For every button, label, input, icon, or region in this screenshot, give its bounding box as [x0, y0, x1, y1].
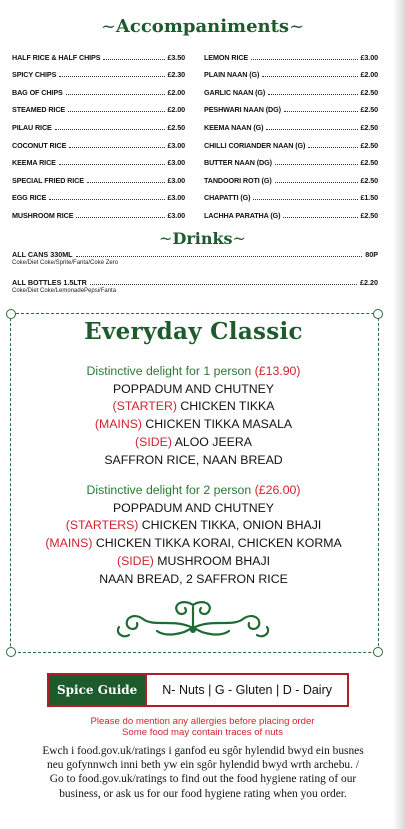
leader-dots — [69, 147, 164, 148]
drink-price: £2.20 — [360, 278, 378, 287]
set-menu-two-person — [10, 482, 377, 588]
course-tag: (MAINS) — [94, 417, 142, 432]
drink-item — [12, 250, 378, 266]
menu-item — [12, 79, 185, 97]
menu-item-price: £2.50 — [360, 158, 378, 168]
menu-item-name: STEAMED RICE — [12, 105, 66, 115]
set-menu-line — [10, 434, 377, 452]
drink-options: Coke/Diet Coke/Sprite/Fanta/Coke Zero — [12, 260, 119, 266]
leader-dots — [284, 111, 358, 112]
leader-dots — [251, 59, 357, 60]
drink-options: Coke/Diet Coke/LemonadePepsi/Fanta — [12, 288, 117, 294]
accompaniments-right-column — [204, 44, 378, 220]
menu-item-name: HALF RICE & HALF CHIPS — [12, 52, 101, 62]
menu-item — [12, 97, 185, 115]
set-menu-line — [10, 517, 377, 535]
menu-item — [12, 62, 185, 80]
set-menu-line — [10, 571, 377, 589]
set-menu-line — [10, 381, 377, 399]
menu-item — [12, 114, 185, 132]
set-menu-price: (£13.90) — [254, 364, 301, 378]
menu-item-name: CHILLI CORIANDER NAAN (G) — [204, 140, 306, 150]
dish-text: NAAN BREAD, 2 SAFFRON RICE — [99, 571, 288, 586]
menu-item-name: COCONUT RICE — [12, 140, 67, 150]
course-tag: (MAINS) — [45, 536, 93, 551]
corner-ornament-icon — [373, 647, 383, 657]
set-menu-line — [10, 398, 377, 416]
leader-dots — [76, 217, 164, 218]
menu-item — [204, 150, 378, 168]
menu-item-name: LEMON RICE — [204, 52, 249, 62]
accompaniments-left-column — [12, 44, 185, 220]
menu-item-price: £2.00 — [167, 105, 185, 115]
dish-text: CHICKEN TIKKA MASALA — [145, 417, 293, 432]
leader-dots — [268, 94, 357, 95]
menu-item-name: PESHWARI NAAN (DG) — [204, 105, 281, 115]
leader-dots — [59, 76, 164, 77]
menu-item — [12, 132, 185, 150]
leader-dots — [308, 147, 357, 148]
menu-item — [12, 202, 185, 220]
menu-item-name: MUSHROOM RICE — [12, 210, 74, 220]
menu-item-price: £3.00 — [167, 210, 185, 220]
menu-item — [204, 62, 378, 80]
course-tag: (STARTERS) — [65, 518, 139, 533]
menu-item-price: £3.00 — [360, 52, 378, 62]
menu-item-name: TANDOORI ROTI (G) — [204, 175, 272, 185]
food-hygiene-notice: Ewch i food.gov.uk/ratings i ganfod eu sgôr hylendid bwyd ein busnes neu gofynnwch inni beth yw ein sgôr hylendid bwyd wrth archebu. / Go to food.gov.uk/ratings to find out the food hygiene rating of our business, or ask us for our food hygiene rating when you order. — [42, 745, 364, 800]
leader-dots — [49, 199, 164, 200]
everyday-classic-title: Everyday Classic — [84, 318, 303, 345]
menu-item-price: £2.50 — [360, 122, 378, 132]
menu-item-name: PILAU RICE — [12, 122, 52, 132]
leader-dots — [266, 129, 357, 130]
menu-item-name: CHAPATTI (G) — [204, 193, 251, 203]
menu-item-price: £1.50 — [360, 193, 378, 203]
leader-dots — [283, 217, 357, 218]
menu-item — [204, 167, 378, 185]
menu-item-name: SPICY CHIPS — [12, 70, 57, 80]
set-menu-line — [10, 452, 377, 470]
menu-item-price: £2.50 — [360, 175, 378, 185]
leader-dots — [87, 182, 165, 183]
dish-text: CHICKEN TIKKA KORAI, CHICKEN KORMA — [95, 536, 342, 551]
leader-dots — [253, 199, 357, 200]
set-menu-one-person — [10, 363, 377, 469]
dish-text: MUSHROOM BHAJI — [157, 553, 271, 568]
leader-dots — [103, 59, 164, 60]
menu-item-name: BAG OF CHIPS — [12, 87, 63, 97]
set-menu-line — [10, 500, 377, 518]
menu-item — [12, 167, 185, 185]
dish-text: POPPADUM AND CHUTNEY — [112, 500, 275, 515]
menu-item-name: KEEMA RICE — [12, 158, 56, 168]
spice-guide-label: Spice Guide — [49, 675, 147, 705]
corner-ornament-icon — [6, 647, 16, 657]
drink-price: 80P — [365, 250, 378, 259]
leader-dots — [59, 164, 165, 165]
menu-item-price: £2.50 — [360, 87, 378, 97]
set-menu-price: (£26.00) — [254, 483, 301, 497]
course-tag: (STARTER) — [112, 399, 177, 414]
menu-item-price: £2.00 — [360, 70, 378, 80]
drink-item — [12, 278, 378, 294]
drink-name: ALL BOTTLES 1.5LTR — [12, 278, 87, 287]
accompaniments-heading: ~Accompaniments~ — [100, 16, 305, 37]
menu-item — [12, 44, 185, 62]
leader-dots — [262, 76, 357, 77]
menu-item-price: £2.50 — [360, 140, 378, 150]
dish-text: ALOO JEERA — [174, 434, 252, 449]
menu-item-price: £3.50 — [167, 52, 185, 62]
leader-dots — [90, 284, 357, 285]
menu-item — [204, 202, 378, 220]
dish-text: CHICKEN TIKKA — [180, 399, 275, 414]
course-tag: (SIDE) — [116, 553, 154, 568]
menu-item-price: £3.00 — [167, 158, 185, 168]
drink-name: ALL CANS 330ML — [12, 250, 73, 259]
spice-guide — [47, 673, 349, 707]
menu-item-name: BUTTER NAAN (DG) — [204, 158, 272, 168]
menu-item-price: £2.00 — [167, 87, 185, 97]
leader-dots — [275, 164, 358, 165]
course-tag: (SIDE) — [135, 434, 172, 449]
menu-item — [12, 185, 185, 203]
menu-item — [204, 114, 378, 132]
set-menu-intro: Distinctive delight for 1 person (£13.90) — [86, 364, 301, 378]
menu-item-name: LACHHA PARATHA (G) — [204, 210, 281, 220]
menu-item-price: £2.50 — [167, 122, 185, 132]
menu-item-name: PLAIN NAAN (G) — [204, 70, 260, 80]
drinks-heading: ~Drinks~ — [159, 229, 246, 248]
set-menu-line — [10, 553, 377, 571]
menu-item-name: EGG RICE — [12, 193, 47, 203]
menu-item — [204, 132, 378, 150]
menu-item-price: £3.00 — [167, 193, 185, 203]
set-menu-line — [10, 535, 377, 553]
leader-dots — [275, 182, 358, 183]
allergy-notice: Please do mention any allergies before placing order Some food may contain traces of nuts — [90, 716, 315, 738]
menu-item — [204, 185, 378, 203]
spice-guide-key: N- Nuts | G - Gluten | D - Dairy — [162, 683, 332, 697]
menu-item — [12, 150, 185, 168]
leader-dots — [55, 129, 165, 130]
menu-item-price: £2.50 — [360, 105, 378, 115]
menu-item-name: GARLIC NAAN (G) — [204, 87, 266, 97]
dish-text: CHICKEN TIKKA, ONION BHAJI — [141, 518, 322, 533]
page-edge-shadow — [393, 0, 405, 829]
leader-dots — [68, 111, 164, 112]
set-menu-intro: Distinctive delight for 2 person (£26.00) — [86, 483, 301, 497]
menu-item — [204, 79, 378, 97]
menu-item — [204, 44, 378, 62]
dish-text: POPPADUM AND CHUTNEY — [112, 381, 275, 396]
set-menu-line — [10, 416, 377, 434]
menu-item — [204, 97, 378, 115]
leader-dots — [76, 256, 363, 257]
scroll-ornament-icon — [113, 597, 273, 641]
menu-item-price: £2.50 — [360, 210, 378, 220]
menu-item-price: £3.00 — [167, 140, 185, 150]
menu-item-name: SPECIAL FRIED RICE — [12, 175, 84, 185]
menu-item-price: £3.00 — [167, 175, 185, 185]
dish-text: SAFFRON RICE, NAAN BREAD — [104, 452, 283, 467]
menu-item-price: £2.30 — [167, 70, 185, 80]
menu-item-name: KEEMA NAAN (G) — [204, 122, 264, 132]
leader-dots — [66, 94, 165, 95]
